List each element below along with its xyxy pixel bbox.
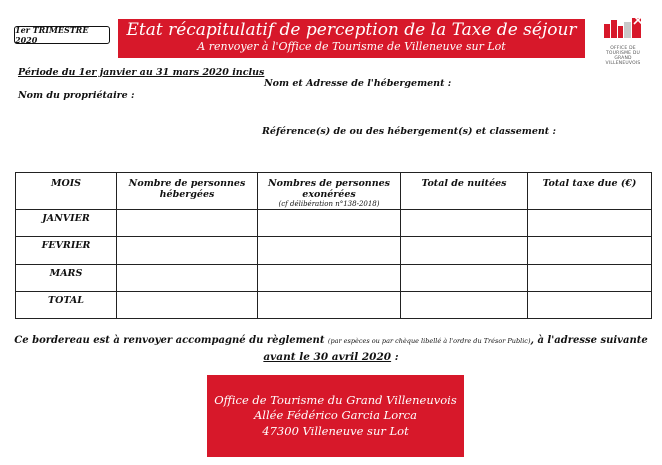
instruction-start: Ce bordereau est à renvoyer accompagné du règlement	[14, 335, 325, 346]
table-row	[16, 210, 652, 237]
deadline	[10, 351, 652, 363]
cell-tax[interactable]	[528, 264, 652, 291]
deadline-date: avant le 30 avril 2020	[263, 351, 392, 363]
period-label: Période du 1er janvier au 31 mars 2020 inclus	[18, 67, 265, 78]
row-label: FEVRIER	[16, 237, 117, 264]
cell-exempt[interactable]	[258, 291, 401, 318]
table-row	[16, 291, 652, 318]
cell-persons[interactable]	[117, 237, 258, 264]
table-row	[16, 264, 652, 291]
cell-tax[interactable]	[528, 237, 652, 264]
cell-nights[interactable]	[401, 291, 528, 318]
header-exempt	[258, 173, 401, 210]
header-tax: Total taxe due (€)	[528, 173, 652, 210]
accommodation-reference-label: Référence(s) de ou des hébergement(s) et classement :	[262, 126, 556, 137]
quarter-badge	[14, 26, 110, 44]
accommodation-address-label: Nom et Adresse de l'hébergement :	[264, 78, 452, 89]
table-row	[16, 237, 652, 264]
address-line-1: Office de Tourisme du Grand Villeneuvois	[214, 392, 457, 407]
instruction-end: , à l'adresse suivante	[530, 335, 648, 346]
header-persons: Nombre de personnes hébergées	[117, 173, 258, 210]
page-subtitle: A renvoyer à l'Office de Tourisme de Villeneuve sur Lot	[197, 40, 506, 53]
cell-persons[interactable]	[117, 210, 258, 237]
tax-summary-table	[15, 172, 652, 319]
owner-label: Nom du propriétaire :	[18, 90, 135, 101]
header-nights: Total de nuitées	[401, 173, 528, 210]
row-label: TOTAL	[16, 291, 117, 318]
cell-exempt[interactable]	[258, 237, 401, 264]
cell-nights[interactable]	[401, 210, 528, 237]
quarter-label: 1er TRIMESTRE 2020	[15, 25, 89, 45]
cell-nights[interactable]	[401, 237, 528, 264]
return-instructions	[10, 335, 652, 346]
cell-persons[interactable]	[117, 264, 258, 291]
logo-line-1: OFFICE DE TOURISME DU	[605, 46, 640, 56]
logo-icon	[598, 14, 648, 42]
address-line-3: 47300 Villeneuve sur Lot	[262, 423, 409, 438]
cell-tax[interactable]	[528, 210, 652, 237]
cell-exempt[interactable]	[258, 264, 401, 291]
row-label: JANVIER	[16, 210, 117, 237]
deadline-suffix: :	[391, 351, 399, 363]
row-label: MARS	[16, 264, 117, 291]
return-address-box	[207, 375, 464, 457]
cell-tax[interactable]	[528, 291, 652, 318]
header-month: MOIS	[16, 173, 117, 210]
instruction-note: (par espèces ou par chèque libellé à l'ordre du Trésor Public)	[327, 337, 531, 345]
header-exempt-label: Nombres de personnes exonérées	[268, 178, 390, 200]
table-header-row	[16, 173, 652, 210]
header-exempt-note: (cf délibération n°138-2018)	[278, 200, 380, 208]
cell-nights[interactable]	[401, 264, 528, 291]
tourism-logo	[598, 14, 648, 66]
cell-exempt[interactable]	[258, 210, 401, 237]
logo-line-2: GRAND VILLENEUVOIS	[605, 56, 641, 66]
page-title: Etat récapitulatif de perception de la Taxe de séjour	[126, 20, 577, 40]
cell-persons[interactable]	[117, 291, 258, 318]
address-line-2: Allée Fédérico Garcia Lorca	[254, 408, 417, 423]
